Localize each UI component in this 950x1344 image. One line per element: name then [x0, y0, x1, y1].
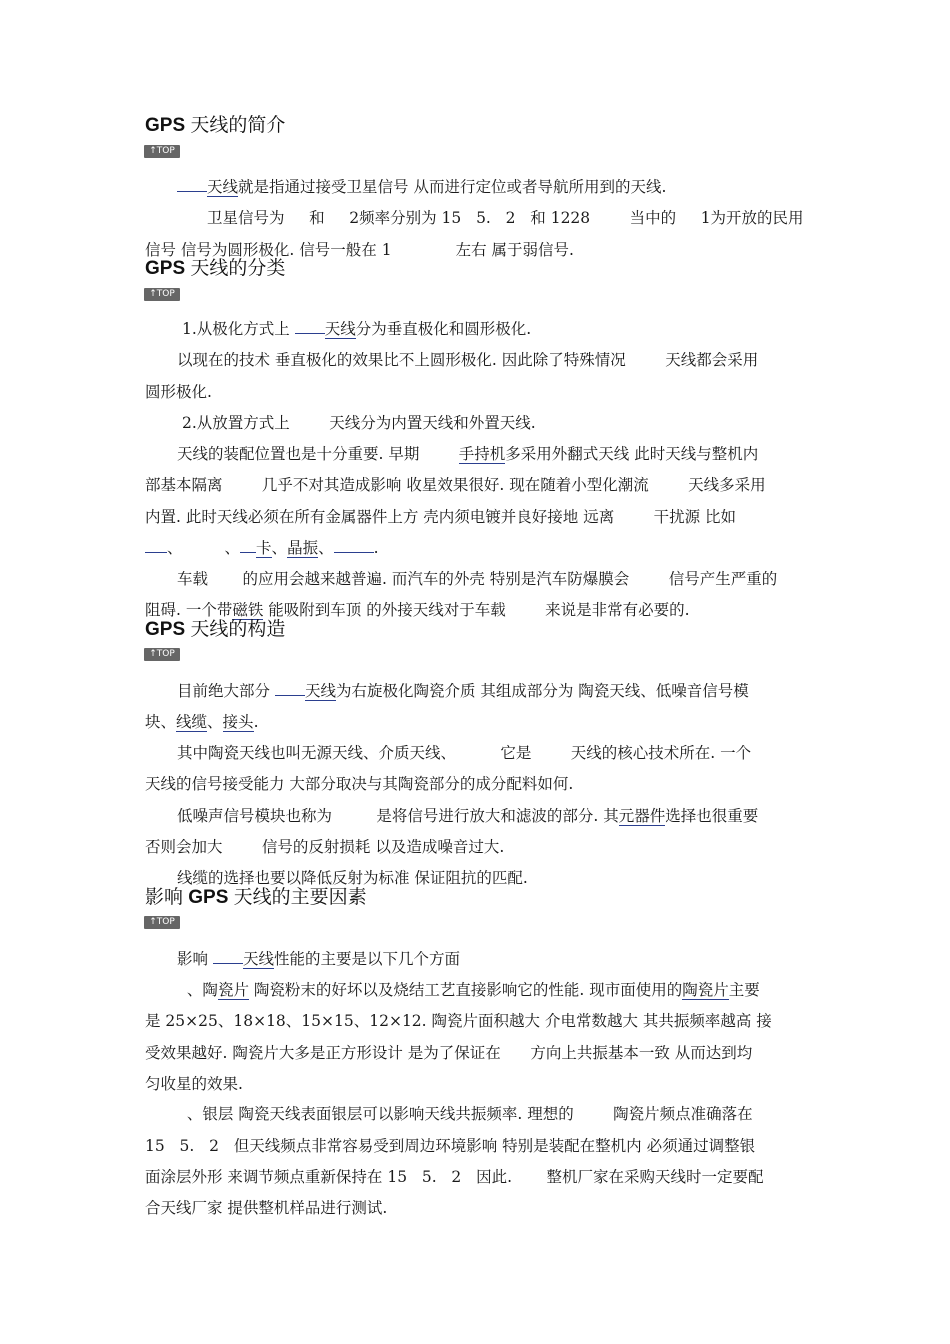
link-antenna[interactable]: 天线	[304, 682, 336, 700]
link-antenna[interactable]: 天线	[207, 178, 239, 196]
paragraph-line: 车载 的应用会越来越普遍. 而汽车的外壳 特别是汽车防爆膜会 信号产生严重的	[177, 570, 778, 588]
link-handheld[interactable]: 手持机	[458, 445, 506, 463]
paragraph-line: 、银层 陶瓷天线表面银层可以影响天线共振频率. 理想的 陶瓷片频点准确落在	[182, 1105, 753, 1123]
paragraph-line: 以现在的技术 垂直极化的效果比不上圆形极化. 因此除了特殊情况 天线都会采用	[177, 351, 759, 369]
section-heading-structure: GPS 天线的构造	[145, 619, 286, 640]
link-card[interactable]: 卡	[256, 539, 272, 557]
paragraph-line: 影响 天线性能的主要是以下几个方面	[177, 950, 460, 968]
link-components[interactable]: 元器件	[618, 807, 666, 825]
paragraph-line: 匀收星的效果.	[145, 1075, 243, 1093]
paragraph-line: 是 25×25、18×18、15×15、12×12. 陶瓷片面积越大 介电常数越大 其共振频率越高 接	[145, 1012, 772, 1030]
link-ceramic-chip[interactable]: 陶瓷片	[682, 981, 729, 999]
paragraph-line: 信号 信号为圆形极化. 信号一般在 1 左右 属于弱信号.	[145, 241, 574, 259]
link-magnet[interactable]: 磁铁	[232, 601, 264, 619]
paragraph-line: 部基本隔离 几乎不对其造成影响 收星效果很好. 现在随着小型化潮流 天线多采用	[145, 476, 766, 494]
paragraph-line: 天线的信号接受能力 大部分取决与其陶瓷部分的成分配料如何.	[145, 775, 574, 793]
paragraph-line: 受效果越好. 陶瓷片大多是正方形设计 是为了保证在 方向上共振基本一致 从而达到均	[145, 1044, 753, 1062]
paragraph-line: 1.从极化方式上 天线分为垂直极化和圆形极化.	[182, 320, 532, 338]
paragraph-line: 其中陶瓷天线也叫无源天线、介质天线、 它是 天线的核心技术所在. 一个	[177, 744, 752, 762]
paragraph-line: 卫星信号为 和 2频率分别为 15 5. 2 和 1228 当中的 1为开放的民用	[207, 209, 804, 227]
back-to-top-button[interactable]: ↑TOP	[144, 145, 180, 158]
paragraph-line: 面涂层外形 来调节频点重新保持在 15 5. 2 因此. 整机厂家在采购天线时一定要配	[145, 1168, 764, 1186]
link-antenna[interactable]: 天线	[242, 950, 274, 968]
paragraph-line: 否则会加大 信号的反射损耗 以及造成噪音过大.	[145, 838, 505, 856]
back-to-top-button[interactable]: ↑TOP	[144, 916, 180, 929]
paragraph-line: 线缆的选择也要以降低反射为标准 保证阻抗的匹配.	[177, 869, 528, 887]
paragraph-line: 、陶瓷片 陶瓷粉末的好坏以及烧结工艺直接影响它的性能. 现市面使用的陶瓷片主要	[182, 981, 760, 999]
link-cable[interactable]: 线缆	[176, 713, 208, 731]
paragraph-line: 目前绝大部分 天线为右旋极化陶瓷介质 其组成部分为 陶瓷天线、低噪音信号模	[177, 682, 749, 700]
back-to-top-button[interactable]: ↑TOP	[144, 648, 180, 661]
paragraph-line: 15 5. 2 但天线频点非常容易受到周边环境影响 特别是装配在整机内 必须通过调整银	[145, 1137, 756, 1155]
link-crystal[interactable]: 晶振	[287, 539, 319, 557]
link-connector[interactable]: 接头	[222, 713, 254, 731]
paragraph-line: 天线的装配位置也是十分重要. 早期 手持机多采用外翻式天线 此时天线与整机内	[177, 445, 759, 463]
back-to-top-button[interactable]: ↑TOP	[144, 288, 180, 301]
paragraph-line: 圆形极化.	[145, 383, 212, 401]
section-heading-types: GPS 天线的分类	[145, 258, 286, 279]
paragraph-line: 2.从放置方式上 天线分为内置天线和外置天线.	[182, 414, 536, 432]
paragraph-line: 阻碍. 一个带磁铁 能吸附到车顶 的外接天线对于车载 来说是非常有必要的.	[145, 601, 690, 619]
paragraph-line: 合天线厂家 提供整机样品进行测试.	[145, 1199, 388, 1217]
paragraph-line: 内置. 此时天线必须在所有金属器件上方 壳内须电镀并良好接地 远离 干扰源 比如	[145, 508, 737, 526]
link-antenna[interactable]: 天线	[324, 320, 356, 338]
paragraph-line: 天线就是指通过接受卫星信号 从而进行定位或者导航所用到的天线.	[177, 177, 666, 197]
link-ceramic-chip[interactable]: 瓷片	[217, 981, 249, 999]
section-heading-factors: 影响 GPS 天线的主要因素	[145, 887, 367, 908]
paragraph-line: 、 、 卡、晶振、 .	[145, 538, 379, 558]
paragraph-line: 块、线缆、接头.	[145, 713, 259, 731]
section-heading-intro: GPS 天线的简介	[145, 115, 286, 136]
paragraph-line: 低噪声信号模块也称为 是将信号进行放大和滤波的部分. 其元器件选择也很重要	[177, 807, 759, 825]
